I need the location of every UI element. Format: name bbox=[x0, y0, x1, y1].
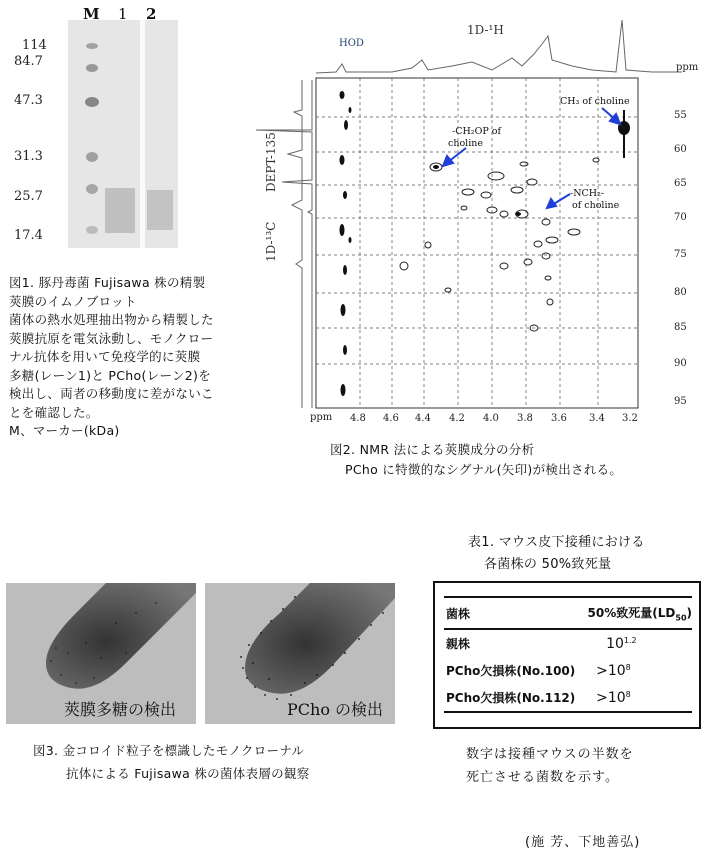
caption-body-line: 菌体の熱水処理抽出物から精製した bbox=[9, 312, 214, 327]
mw-marker: 25.7 bbox=[14, 189, 43, 204]
caption-body-line: とを確認した。 bbox=[9, 404, 99, 420]
row-strain: PCho欠損株(No.112) bbox=[444, 684, 582, 712]
header-ld50-text: 50%致死量(LD bbox=[587, 605, 676, 620]
y-tick: 90 bbox=[674, 358, 687, 369]
mw-marker: 114 bbox=[22, 38, 47, 53]
x-tick: 3.8 bbox=[517, 413, 533, 424]
row-ld50-base: 10 bbox=[606, 635, 624, 652]
figure3-caption-line-1: 図3. 金コロイド粒子を標識したモノクローナル bbox=[33, 743, 305, 758]
row-ld50 bbox=[582, 657, 692, 684]
caption-body-line: M、マーカー(kDa) bbox=[9, 423, 120, 438]
table-row bbox=[444, 629, 692, 657]
x-tick: 4.4 bbox=[415, 413, 431, 424]
y-tick: 65 bbox=[674, 178, 687, 189]
x-tick: 3.6 bbox=[551, 413, 567, 424]
header-strain: 菌株 bbox=[444, 597, 582, 629]
figure3-caption-line-2: 抗体による Fujisawa 株の菌体表層の観察 bbox=[66, 766, 310, 781]
mw-marker: 31.3 bbox=[14, 149, 43, 164]
micrograph-label-left: 莢膜多糖の検出 bbox=[64, 700, 177, 719]
x-axis bbox=[310, 412, 638, 424]
x-tick: 3.2 bbox=[622, 413, 638, 424]
caption-title-line: 莢膜のイムノブロット bbox=[9, 293, 137, 309]
ppm-label-top: ppm bbox=[676, 62, 699, 73]
table-title-line-1: 表1. マウス皮下接種における bbox=[468, 535, 645, 550]
x-tick: 4.2 bbox=[449, 413, 465, 424]
micrograph-pcho bbox=[205, 583, 395, 724]
row-ld50-exp: 8 bbox=[625, 662, 631, 672]
row-ld50-prefix: > bbox=[596, 662, 608, 679]
x-tick: 3.4 bbox=[589, 413, 605, 424]
row-ld50 bbox=[582, 684, 692, 712]
row-ld50-exp: 1.2 bbox=[623, 635, 637, 645]
header-ld50 bbox=[582, 597, 692, 629]
table-row bbox=[444, 657, 692, 684]
y-tick: 95 bbox=[674, 396, 687, 407]
ppm-label-bottom: ppm bbox=[310, 412, 333, 423]
table-note-line-1: 数字は接種マウスの半数を bbox=[466, 747, 634, 762]
row-ld50-prefix: > bbox=[596, 689, 608, 706]
table-header-row bbox=[444, 597, 692, 629]
table-note-line-2: 死亡させる菌数を示す。 bbox=[466, 770, 619, 785]
row-ld50 bbox=[582, 629, 692, 657]
dept-label: DEPT-135 bbox=[264, 132, 278, 192]
header-ld50-sub: 50 bbox=[675, 613, 687, 623]
y-tick: 60 bbox=[674, 144, 687, 155]
caption-body-line: 検出し、両者の移動度に差がないこ bbox=[9, 386, 214, 401]
x-tick: 4.8 bbox=[350, 413, 366, 424]
y-tick: 75 bbox=[674, 249, 687, 260]
caption-title-line: 図1. 豚丹毒菌 Fujisawa 株の精製 bbox=[9, 275, 206, 290]
caption-body-line: 多糖(レーン1)と PCho(レーン2)を bbox=[9, 367, 212, 383]
figure2-caption-line-2: PCho に特徴的なシグナル(矢印)が検出される。 bbox=[345, 462, 623, 477]
annot-ch3: CH₃ of choline bbox=[560, 96, 630, 107]
y-axis bbox=[674, 110, 687, 407]
mw-marker: 47.3 bbox=[14, 93, 43, 108]
mw-marker: 17.4 bbox=[14, 228, 43, 243]
lane-label-1: 1 bbox=[118, 5, 128, 23]
ld50-table-grid bbox=[444, 596, 692, 713]
authors: (施 芳、下地善弘) bbox=[525, 835, 641, 850]
header-ld50-close: ) bbox=[686, 605, 692, 620]
figure2-caption-line-1: 図2. NMR 法による莢膜成分の分析 bbox=[330, 442, 535, 457]
row-strain: 親株 bbox=[446, 637, 471, 651]
caption-body-line: 莢膜抗原を電気泳動し、モノクロー bbox=[9, 330, 214, 346]
row-ld50-exp: 8 bbox=[625, 689, 631, 699]
annot-ch2op-2: choline bbox=[448, 138, 483, 149]
caption-body-line: ナル抗体を用いて免疫学的に莢膜 bbox=[9, 349, 201, 364]
ld50-table bbox=[433, 581, 701, 729]
row-ld50-base: 10 bbox=[607, 689, 626, 706]
row-strain: PCho欠損株(No.100) bbox=[446, 664, 576, 678]
lane-label-2: 2 bbox=[146, 5, 157, 23]
x-tick: 4.0 bbox=[483, 413, 499, 424]
figure1-caption bbox=[9, 274, 259, 441]
c13-label: 1D-¹³C bbox=[264, 221, 278, 262]
y-tick: 55 bbox=[674, 110, 687, 121]
micrograph-label-right: PCho の検出 bbox=[287, 700, 384, 719]
hod-label: HOD bbox=[339, 38, 364, 49]
y-tick: 85 bbox=[674, 322, 687, 333]
title-1h: 1D-¹H bbox=[467, 23, 504, 37]
micrograph-polysaccharide bbox=[6, 583, 196, 724]
y-tick: 70 bbox=[674, 212, 687, 223]
x-tick: 4.6 bbox=[383, 413, 399, 424]
lane-label-m: M bbox=[83, 5, 100, 23]
mw-marker: 84.7 bbox=[14, 54, 43, 69]
table-row bbox=[444, 684, 692, 712]
annot-nch2-2: of choline bbox=[572, 200, 620, 211]
annot-nch2-1: -NCH₂- bbox=[570, 188, 605, 199]
y-tick: 80 bbox=[674, 287, 687, 298]
row-ld50-base: 10 bbox=[607, 662, 626, 679]
annot-ch2op-1: -CH₂OP of bbox=[452, 126, 502, 137]
nmr-spectrum-figure bbox=[252, 0, 705, 430]
table-title-line-2: 各菌株の 50%致死量 bbox=[484, 557, 612, 572]
